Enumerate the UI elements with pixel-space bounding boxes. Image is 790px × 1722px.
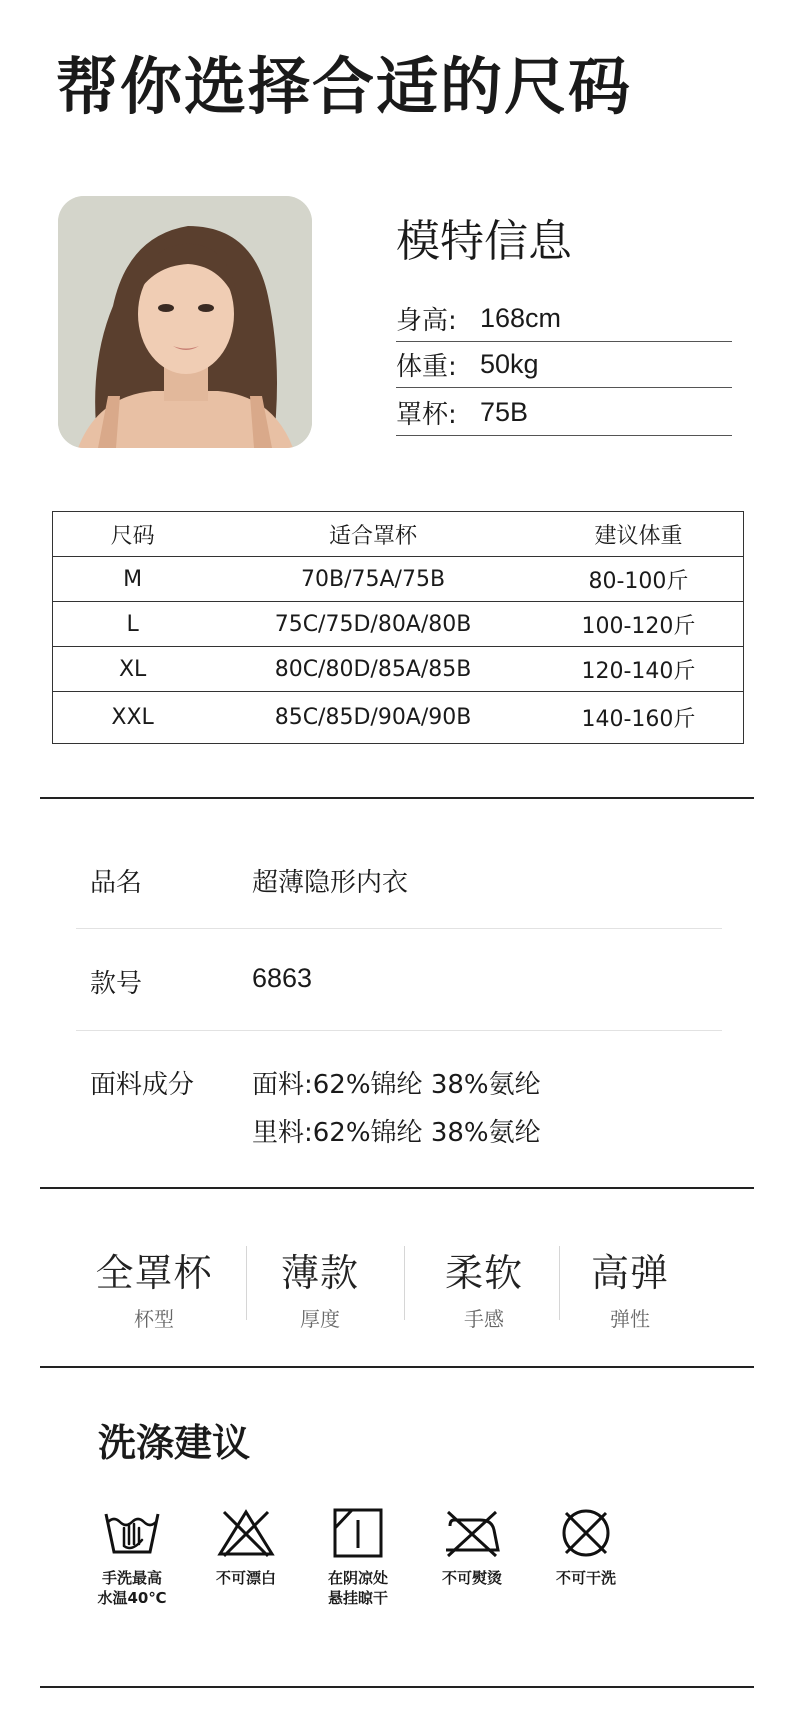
size-table-header — [53, 512, 744, 557]
model-photo — [58, 196, 312, 448]
care-label: 不可干洗 — [555, 1569, 616, 1587]
weight-cell: 100-120斤 — [534, 602, 744, 647]
divider — [40, 1187, 754, 1189]
table-row — [53, 557, 744, 602]
feature-value: 全罩杯 — [95, 1251, 213, 1295]
model-cup-value: 75B — [480, 397, 529, 427]
divider — [559, 1246, 560, 1320]
feature-elasticity — [580, 1242, 680, 1332]
model-weight-row — [396, 342, 732, 388]
model-weight-value: 50kg — [480, 349, 539, 379]
feature-thickness — [270, 1242, 370, 1332]
care-label: 不可漂白 — [215, 1569, 276, 1587]
header-size: 尺码 — [53, 512, 213, 557]
cup-cell: 75C/75D/80A/80B — [212, 602, 534, 647]
cup-cell: 70B/75A/75B — [212, 557, 534, 602]
header-weight: 建议体重 — [534, 512, 744, 557]
divider — [246, 1246, 247, 1320]
page-title: 帮你选择合适的尺码 — [56, 50, 633, 123]
model-weight-label: 体重: — [396, 352, 457, 382]
fabric-label: 面料成分 — [90, 1070, 195, 1100]
feature-value: 高弹 — [590, 1251, 669, 1295]
model-height-label: 身高: — [396, 306, 457, 336]
feature-label: 厚度 — [300, 1307, 340, 1331]
weight-cell: 120-140斤 — [534, 647, 744, 692]
size-cell: M — [53, 557, 213, 602]
care-no-iron — [430, 1506, 514, 1588]
model-cup-row — [396, 390, 732, 436]
feature-softness — [434, 1242, 534, 1332]
table-row — [53, 692, 744, 744]
care-label: 手洗最高 — [101, 1569, 162, 1587]
divider — [40, 797, 754, 799]
model-height-value: 168cm — [480, 303, 562, 333]
product-name-value: 超薄隐形内衣 — [252, 868, 409, 898]
feature-cup-type — [94, 1242, 214, 1332]
size-cell: L — [53, 602, 213, 647]
divider — [76, 928, 722, 929]
fabric-shell: 面料:62%锦纶 38%氨纶 — [252, 1070, 541, 1100]
cup-cell: 80C/80D/85A/85B — [212, 647, 534, 692]
care-no-bleach — [206, 1506, 286, 1588]
header-cup: 适合罩杯 — [212, 512, 534, 557]
feature-label: 手感 — [464, 1307, 504, 1331]
table-row — [53, 647, 744, 692]
no-iron-icon — [440, 1506, 504, 1560]
divider — [40, 1686, 754, 1688]
care-label: 悬挂晾干 — [327, 1589, 388, 1608]
table-row — [53, 602, 744, 647]
feature-value: 柔软 — [444, 1251, 523, 1295]
weight-cell: 140-160斤 — [581, 707, 696, 732]
size-table — [52, 511, 744, 744]
care-shade-dry — [316, 1506, 400, 1609]
size-cell: XXL — [111, 705, 154, 730]
style-number-label: 款号 — [90, 969, 143, 999]
fabric-lining: 里料:62%锦纶 38%氨纶 — [252, 1118, 541, 1148]
hand-wash-icon — [102, 1506, 162, 1560]
weight-cell: 80-100斤 — [534, 557, 744, 602]
no-bleach-icon — [216, 1506, 276, 1560]
no-dry-clean-icon — [556, 1506, 616, 1560]
care-hand-wash — [86, 1506, 178, 1609]
washing-title: 洗涤建议 — [98, 1421, 251, 1465]
care-no-dry-clean — [546, 1506, 626, 1588]
feature-label: 弹性 — [610, 1307, 650, 1331]
product-name-label: 品名 — [90, 868, 143, 898]
shade-dry-icon — [328, 1506, 388, 1560]
cup-cell: 85C/85D/90A/90B — [274, 705, 472, 730]
feature-value: 薄款 — [280, 1251, 359, 1295]
care-label: 水温40℃ — [97, 1589, 167, 1608]
divider — [404, 1246, 405, 1320]
divider — [76, 1030, 722, 1031]
size-cell: XL — [53, 647, 213, 692]
care-label: 不可熨烫 — [441, 1569, 502, 1587]
model-height-row — [396, 296, 732, 342]
care-label: 在阴凉处 — [327, 1569, 388, 1587]
feature-label: 杯型 — [134, 1307, 174, 1331]
model-cup-label: 罩杯: — [396, 400, 457, 430]
style-number-value: 6863 — [252, 963, 313, 993]
divider — [40, 1366, 754, 1368]
model-info-heading: 模特信息 — [396, 216, 572, 267]
